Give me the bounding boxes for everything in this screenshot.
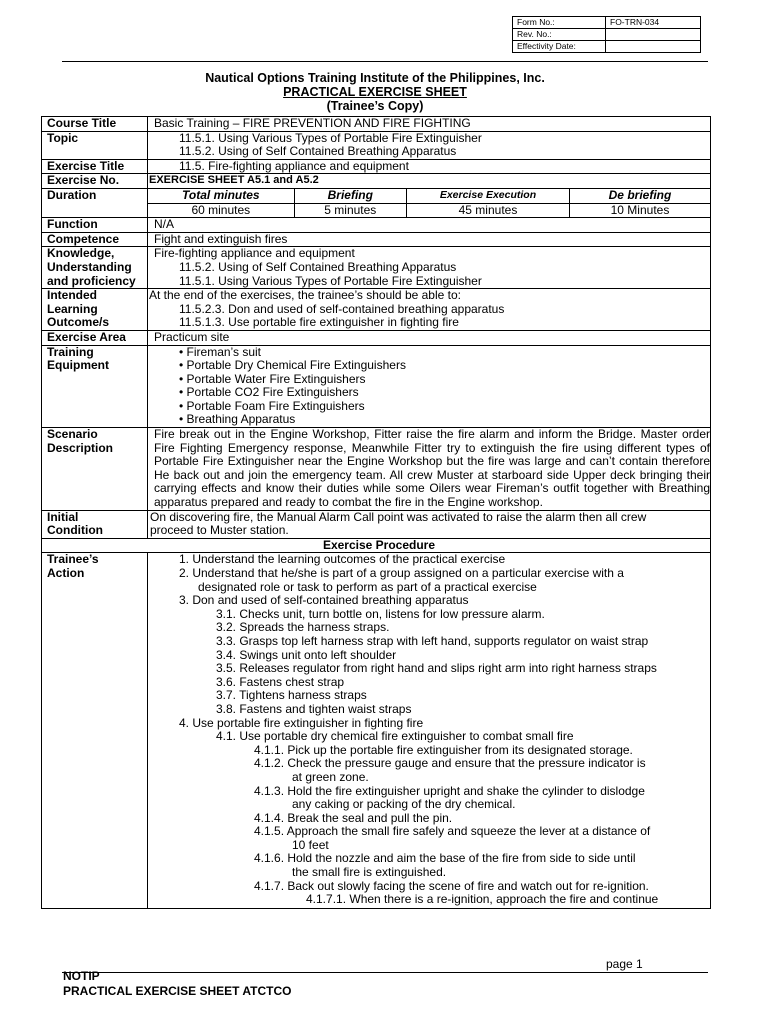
scenario-label [42,428,148,511]
procedure-step: 4.1.3. Hold the fire extinguisher upright and shake the cylinder to dislodge [254,783,645,798]
duration-header-row [148,189,710,203]
exercise-table [41,116,711,909]
function-row [42,218,711,233]
duration-header: De briefing [569,189,710,203]
duration-value-row [148,203,710,217]
procedure-step: 3.4. Swings unit onto left shoulder [216,647,397,662]
rev-no-label: Rev. No.: [513,29,606,41]
exercise-area-label: Exercise Area [42,330,148,345]
equipment-item: • Fireman’s suit [179,344,262,359]
function-value: N/A [148,218,711,233]
topic-value [148,131,711,159]
training-equipment-label-line: Training [47,344,94,359]
exercise-no-value: EXERCISE SHEET A5.1 and A5.2 [148,174,711,189]
rev-no-value [606,29,701,41]
scenario-label-line: Description [47,440,114,455]
trainee-action-steps [148,553,711,908]
knowledge-label-line: Understanding [47,259,132,274]
footer-org: NOTIP [63,969,100,983]
duration-grid-cell [148,188,711,217]
exercise-area-row [42,330,711,345]
initial-condition-label [42,510,148,538]
procedure-step: 3.6. Fastens chest strap [216,674,345,689]
procedure-step: 4.1.7.1. When there is a re-ignition, approach the fire and continue [306,892,659,907]
knowledge-line: Fire-fighting appliance and equipment [154,246,355,261]
equipment-item: • Portable CO2 Fire Extinguishers [179,385,359,400]
duration-row [42,188,711,217]
knowledge-line: 11.5.1. Using Various Types of Portable Fire Extinguisher [179,273,482,288]
footer-title: PRACTICAL EXERCISE SHEET ATCTCO [63,984,292,998]
knowledge-value [148,247,711,289]
form-no-label: Form No.: [513,17,606,29]
duration-header: Exercise Execution [407,189,570,203]
knowledge-label-line: Knowledge, [47,246,115,261]
procedure-heading-row [42,538,711,553]
knowledge-label [42,247,148,289]
procedure-heading: Exercise Procedure [42,538,711,553]
exercise-title-value [148,159,711,174]
duration-value: 45 minutes [407,203,570,217]
outcomes-value [148,289,711,331]
procedure-step: 4.1.2. Check the pressure gauge and ensure that the pressure indicator is [254,756,646,771]
knowledge-row [42,247,711,289]
training-equipment-label [42,345,148,428]
procedure-step: at green zone. [292,769,369,784]
effectivity-date-value [606,41,701,53]
procedure-step: any caking or packing of the dry chemical. [292,797,516,812]
procedure-step: 3.5. Releases regulator from right hand and slips right arm into right harness straps [216,661,657,676]
exercise-title-label: Exercise Title [42,159,148,174]
procedure-step: 3.1. Checks unit, turn bottle on, listens for low pressure alarm. [216,606,545,621]
trainee-action-row [42,553,711,908]
training-equipment-list [148,345,711,428]
rev-no-row [513,29,701,41]
exercise-no-row [42,174,711,189]
document-header [40,71,710,113]
top-divider [62,61,708,62]
knowledge-label-line: and proficiency [47,273,136,288]
course-title-value: Basic Training – FIRE PREVENTION AND FIRE FIGHTING [148,117,711,132]
document-title: PRACTICAL EXERCISE SHEET [283,85,467,99]
training-equipment-row [42,345,711,428]
initial-condition-row [42,510,711,538]
exercise-title-text: 11.5. Fire-fighting appliance and equipment [179,158,409,173]
procedure-step: 4. Use portable fire extinguisher in fighting fire [179,715,424,730]
equipment-item: • Breathing Apparatus [179,412,296,427]
procedure-step: 3.7. Tightens harness straps [216,688,367,703]
course-title-row [42,117,711,132]
procedure-step: 3.3. Grasps top left harness strap with left hand, supports regulator on waist strap [216,633,649,648]
competence-row [42,232,711,247]
copy-label: (Trainee’s Copy) [326,99,424,113]
outcomes-label-line: Outcome/s [47,315,110,330]
procedure-step: the small fire is extinguished. [292,865,447,880]
duration-grid [148,189,710,217]
topic-line: 11.5.1. Using Various Types of Portable Fire Extinguisher [179,130,482,145]
exercise-no-label: Exercise No. [42,174,148,189]
exercise-title-row [42,159,711,174]
outcome-line: 11.5.1.3. Use portable fire extinguisher in fighting fire [179,315,459,330]
page-number: page 1 [606,957,643,971]
procedure-step: 3.2. Spreads the harness straps. [216,620,390,635]
outcomes-row [42,289,711,331]
procedure-step: designated role or task to perform as part of a practical exercise [198,579,537,594]
procedure-step: 10 feet [292,837,329,852]
outcomes-label-line: Learning [47,301,98,316]
procedure-step: 4.1.7. Back out slowly facing the scene of fire and watch out for re-ignition. [254,878,649,893]
function-label: Function [42,218,148,233]
procedure-step: 3.8. Fastens and tighten waist straps [216,701,412,716]
equipment-item: • Portable Water Fire Extinguishers [179,371,366,386]
knowledge-line: 11.5.2. Using of Self Contained Breathing Apparatus [179,259,457,274]
scenario-text: Fire break out in the Engine Workshop, Fitter raise the fire alarm and inform the Bridge. Master order Fire Fighting Emergency response, Meanwhile Fitter try to extinguish the fire using different types of Portable Fire Extinguisher near the Engine Workshop but the fire was large and can’t contain therefore He back out and join the emergency team. All crew Muster at starboard side Upper deck bringing their carrying effects and know their duties while some Oilers wear Fireman’s outfit together with Breathing apparatus prepared and ready to combat the fire in the Engine workshop. [148,428,711,511]
procedure-step: 4.1. Use portable dry chemical fire extinguisher to combat small fire [216,729,574,744]
outcomes-label-line: Intended [47,288,97,303]
equipment-item: • Portable Foam Fire Extinguishers [179,398,365,413]
procedure-step: 4.1.6. Hold the nozzle and aim the base of the fire from side to side until [254,851,636,866]
initial-condition-label-line: Initial [47,509,79,524]
initial-condition-label-line: Condition [47,523,103,538]
scenario-label-line: Scenario [47,427,98,442]
training-equipment-label-line: Equipment [47,358,109,373]
competence-value: Fight and extinguish fires [148,232,711,247]
exercise-area-value: Practicum site [148,330,711,345]
equipment-item: • Portable Dry Chemical Fire Extinguishers [179,358,406,373]
duration-value: 60 minutes [148,203,294,217]
topic-label: Topic [42,131,148,159]
outcomes-label [42,289,148,331]
effectivity-date-label: Effectivity Date: [513,41,606,53]
procedure-step: 4.1.5. Approach the small fire safely and squeeze the lever at a distance of [254,824,651,839]
scenario-row [42,428,711,511]
duration-label: Duration [42,188,148,217]
course-title-label: Course Title [42,117,148,132]
procedure-step: 4.1.4. Break the seal and pull the pin. [254,810,453,825]
outcome-line: 11.5.2.3. Don and used of self-contained breathing apparatus [179,301,505,316]
duration-header: Briefing [294,189,406,203]
trainee-action-label-line: Trainee’s [47,552,99,567]
procedure-step: 2. Understand that he/she is part of a group assigned on a particular exercise with a [179,566,624,580]
trainee-action-label [42,553,148,908]
trainee-action-label-line: Action [47,566,85,580]
institute-name: Nautical Options Training Institute of the Philippines, Inc. [205,71,545,85]
outcomes-intro: At the end of the exercises, the trainee’s should be able to: [149,288,461,303]
effectivity-date-row [513,41,701,53]
topic-line: 11.5.2. Using of Self Contained Breathing Apparatus [179,144,457,159]
procedure-step: 1. Understand the learning outcomes of the practical exercise [179,552,506,567]
form-info-box [512,16,701,53]
form-no-value: FO-TRN-034 [606,17,701,29]
procedure-step: 3. Don and used of self-contained breathing apparatus [179,593,469,608]
duration-header: Total minutes [148,189,294,203]
duration-value: 5 minutes [294,203,406,217]
document-footer [63,969,291,999]
initial-condition-text: On discovering fire, the Manual Alarm Call point was activated to raise the alarm then all crew proceed to Muster station. [148,510,711,538]
competence-label: Competence [42,232,148,247]
topic-row [42,131,711,159]
form-no-row [513,17,701,29]
duration-value: 10 Minutes [610,202,670,217]
procedure-step: 4.1.1. Pick up the portable fire extinguisher from its designated storage. [254,742,633,757]
